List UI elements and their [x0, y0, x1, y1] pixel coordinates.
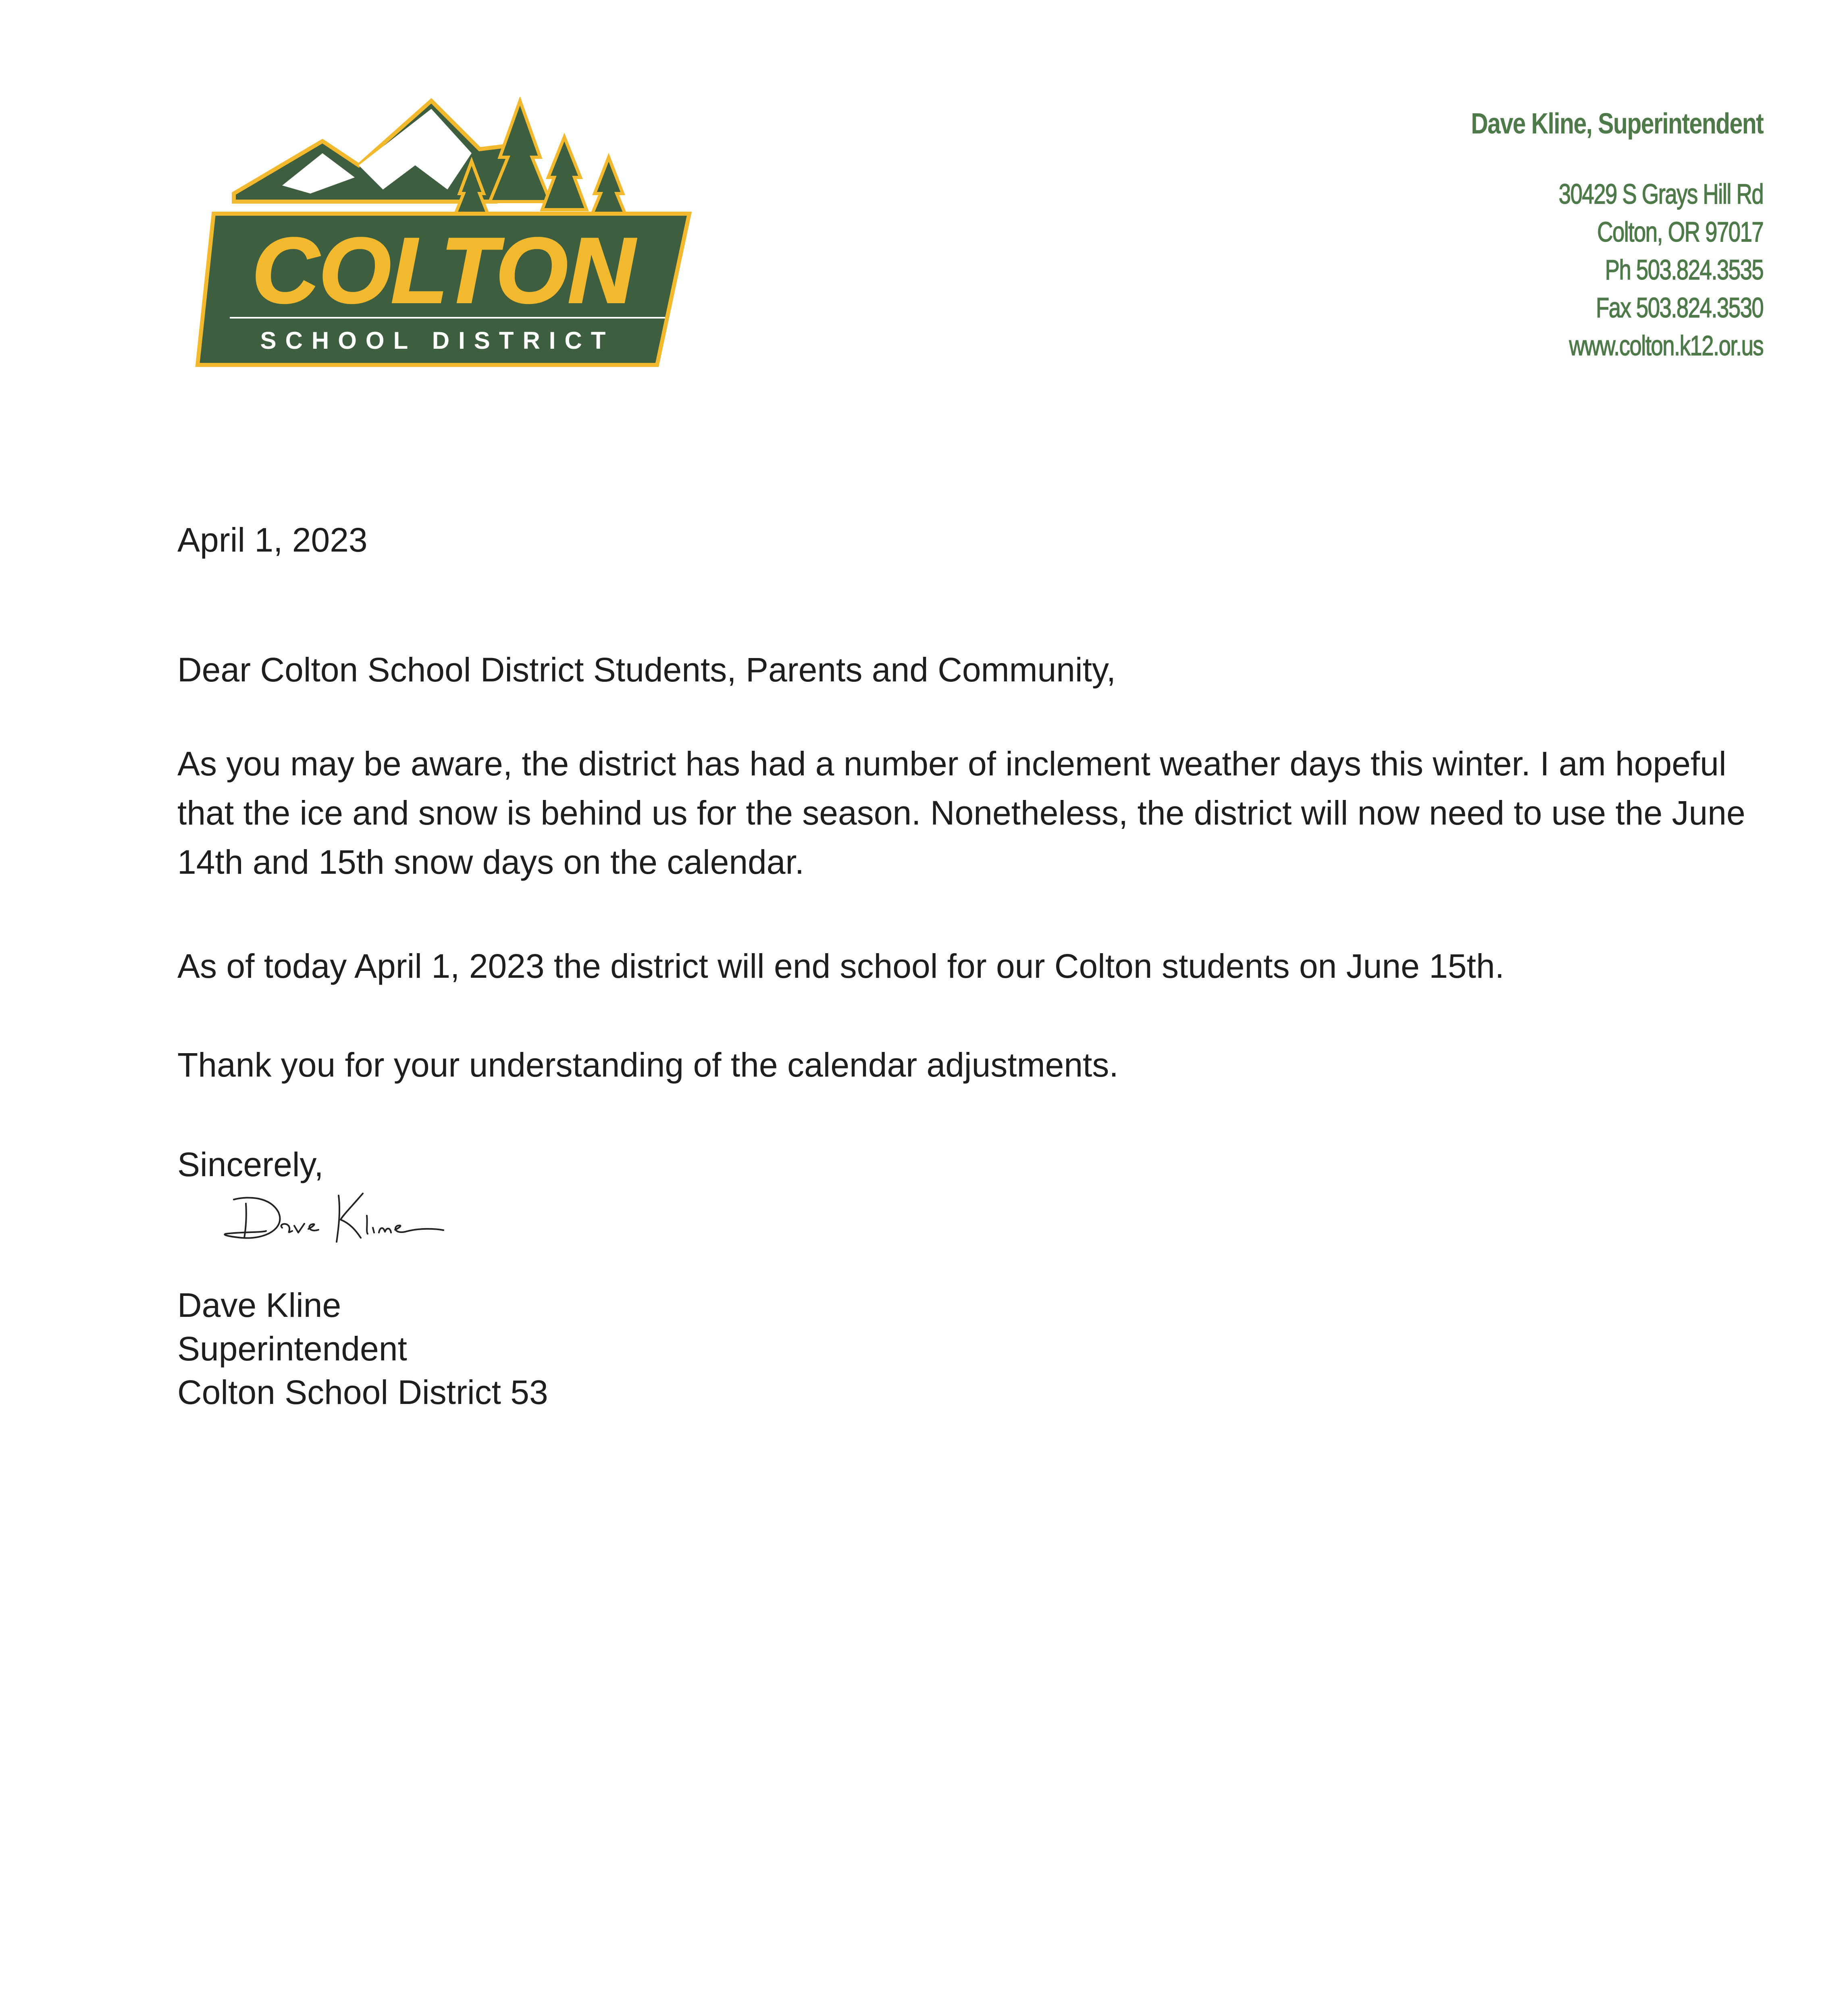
letter-closing: Sincerely,	[177, 1145, 324, 1183]
superintendent-name: Dave Kline, Superintendent	[1471, 108, 1763, 140]
letterhead-contact	[1407, 106, 1763, 364]
letter-paragraph: Thank you for your understanding of the calendar adjustments.	[177, 1046, 1119, 1084]
fax-number: Fax 503.824.3530	[1595, 292, 1763, 323]
signer-title: Superintendent	[177, 1330, 407, 1368]
logo-title: COLTON	[252, 219, 635, 322]
letter-date: April 1, 2023	[177, 521, 368, 559]
letter-salutation: Dear Colton School District Students, Parents and Community,	[177, 651, 1116, 689]
district-logo	[189, 97, 705, 375]
signer-name: Dave Kline	[177, 1286, 341, 1324]
handwritten-signature	[218, 1187, 484, 1260]
phone-number: Ph 503.824.3535	[1605, 254, 1763, 285]
letter-paragraph: As of today April 1, 2023 the district will end school for our Colton students on June 15th.	[177, 947, 1504, 985]
letter-paragraph: As you may be aware, the district has had a number of inclement weather days this winter. I am hopeful that the ice and snow is behind us for the season. Nonetheless, the district will now need to use the June 14th and 15th snow days on the calendar.	[177, 745, 1745, 881]
signer-organization: Colton School District 53	[177, 1373, 548, 1411]
website-url: www.colton.k12.or.us	[1569, 330, 1763, 361]
address-street: 30429 S Grays Hill Rd	[1558, 178, 1763, 210]
address-city: Colton, OR 97017	[1597, 216, 1763, 248]
logo-subtitle: SCHOOL DISTRICT	[260, 327, 615, 354]
signature-block	[177, 1283, 548, 1414]
